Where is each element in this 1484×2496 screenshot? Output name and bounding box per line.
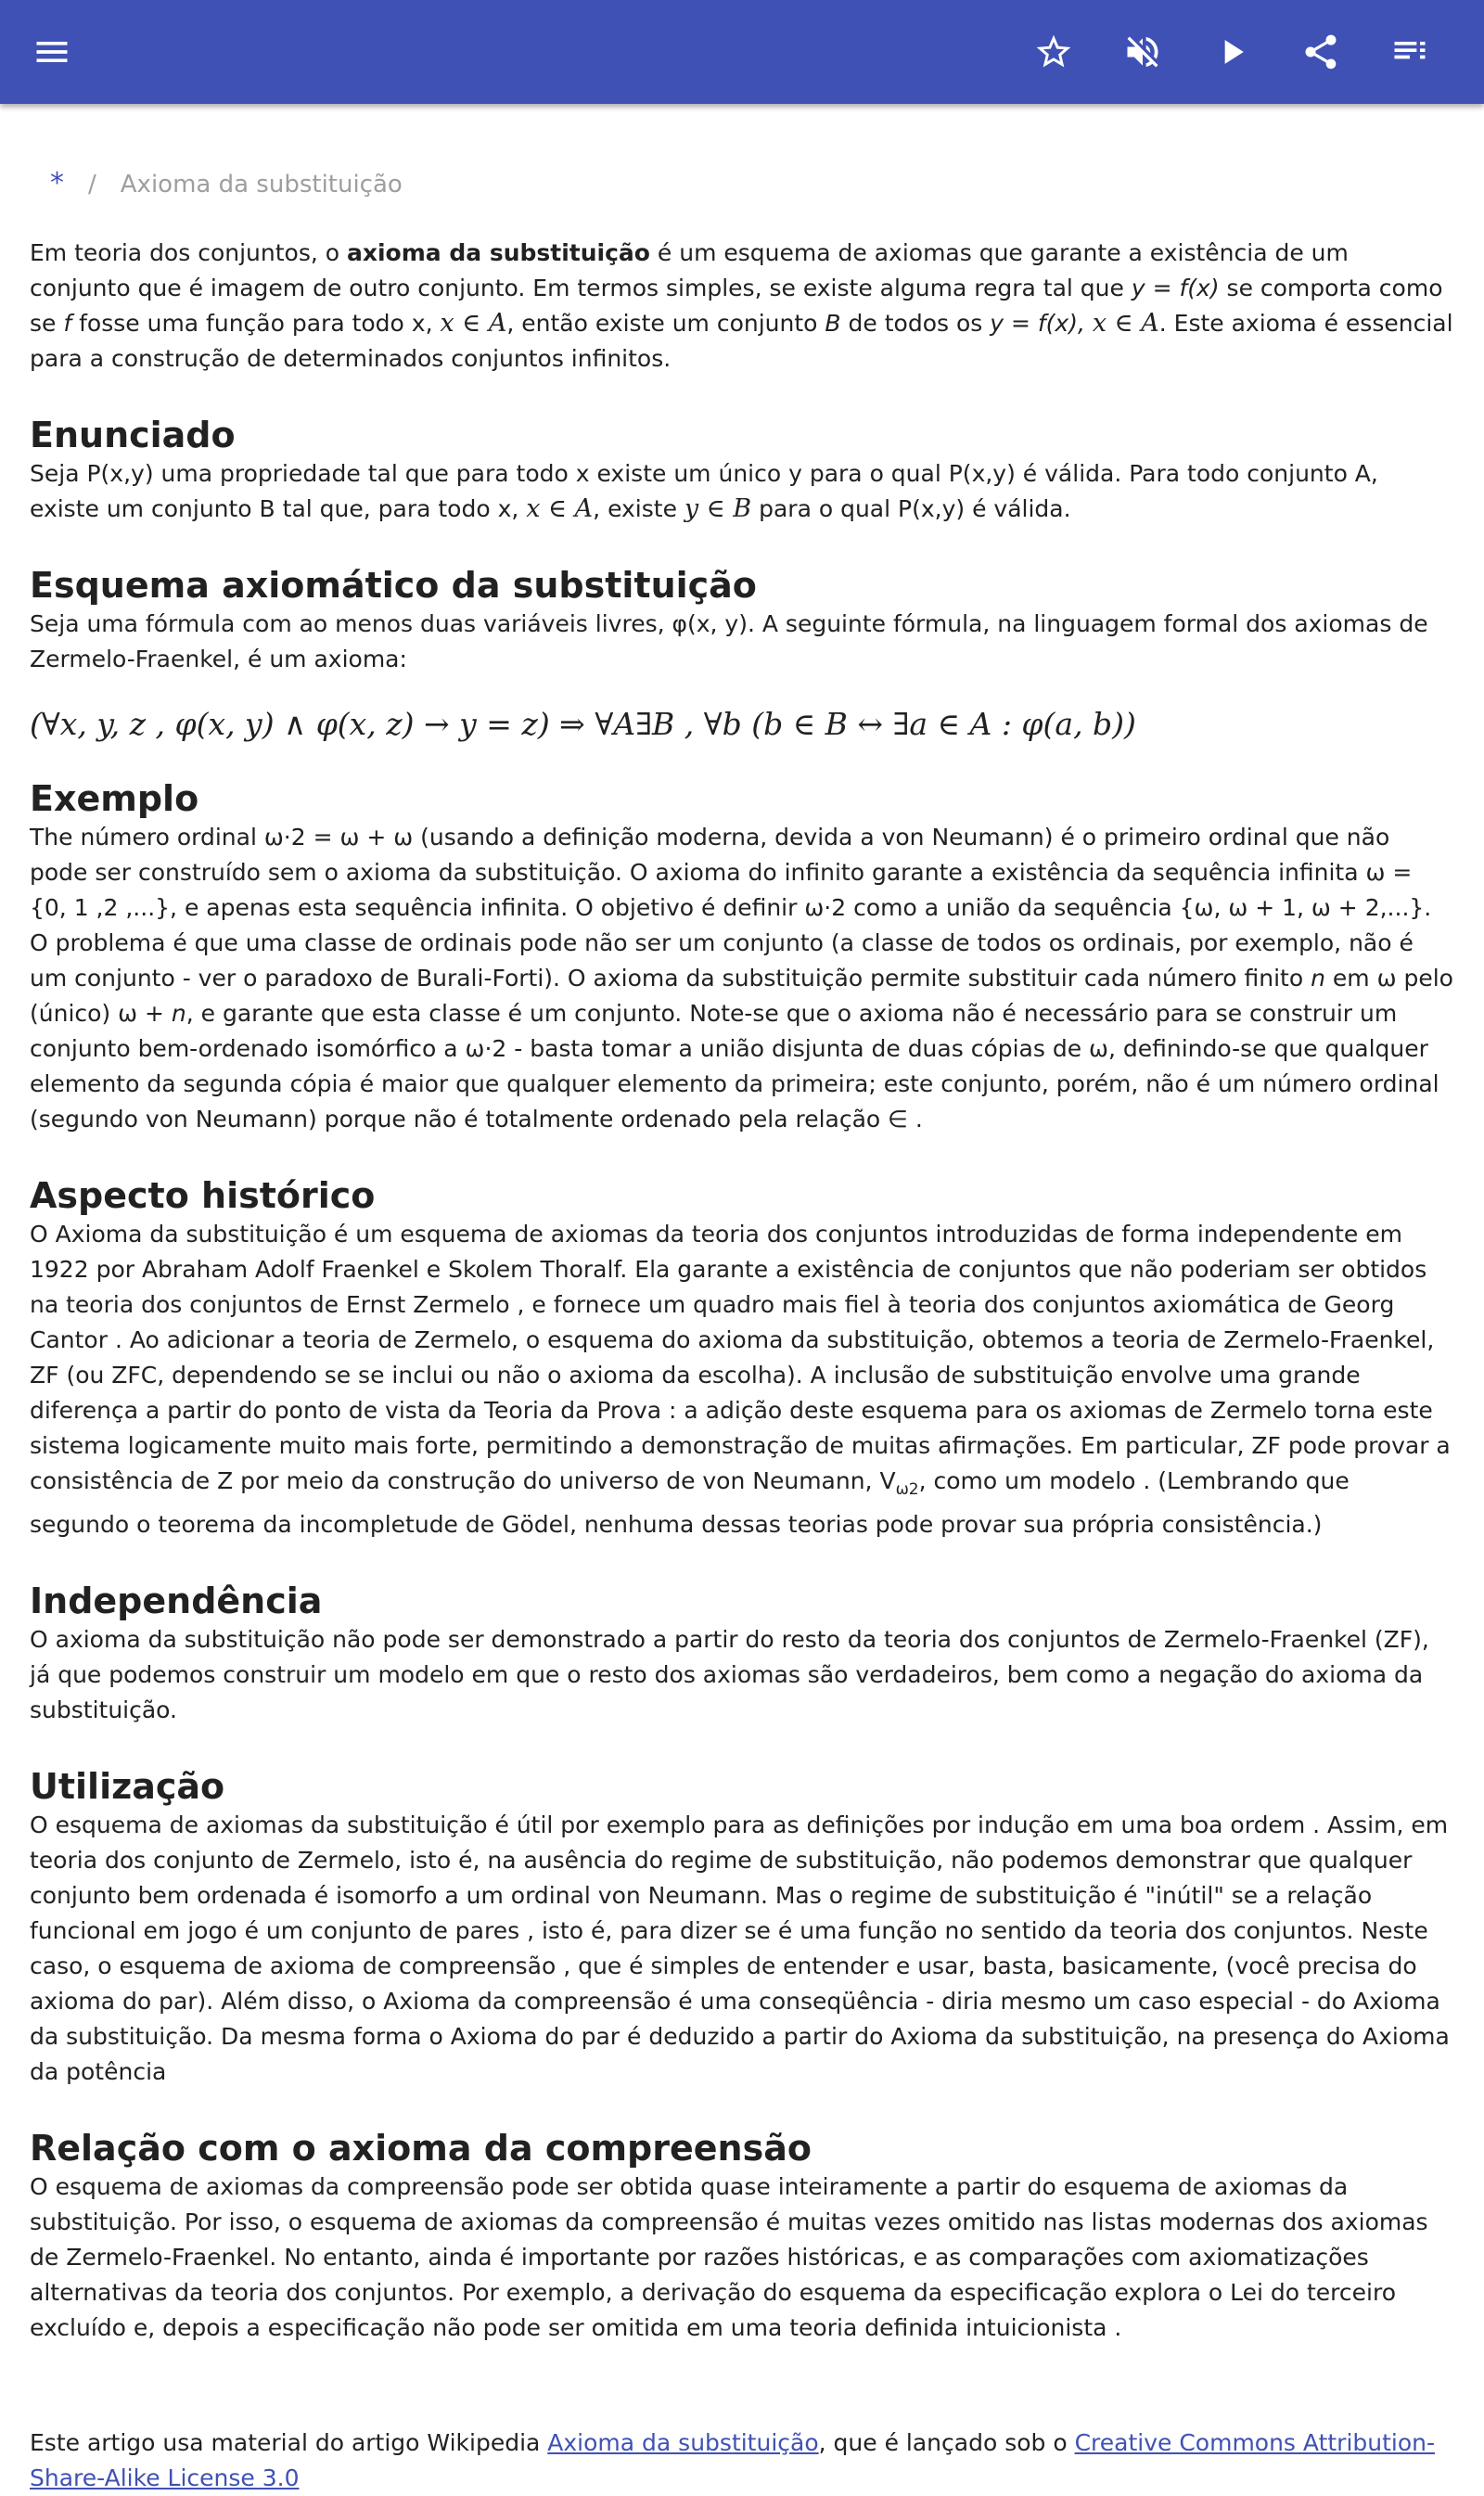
text: Em teoria dos conjuntos, o — [30, 239, 347, 266]
enunciado-paragraph — [30, 456, 1454, 527]
license-notice — [30, 2426, 1454, 2496]
breadcrumb-root-link[interactable]: * — [50, 167, 64, 199]
heading-relacao: Relação com o axioma da compreensão — [30, 2128, 812, 2169]
text: The número ordinal ω·2 = ω + ω (usando a definição moderna, devida a von Neumann) é o primeiro ordinal que não pode ser construído sem o axioma da substituição. O axioma do infinito garante a existência da sequência infinita ω = {0, 1 ,2 ,...}, e apenas esta sequência infinita. O objetivo é definir ω·2 como a união da sequência {ω, ω + 1, ω + 2,...}. O problema é que uma classe de ordinais pode não ser um conjunto (a classe de todos os ordinais, por exemplo, não é um conjunto - ver o paradoxo de Burali-Forti). O axioma da substituição permite substituir cada número finito — [30, 824, 1432, 992]
star-outline-icon[interactable] — [1028, 26, 1080, 78]
text: é um esquema de axiomas que garante a existência de um conjunto que é imagem de outro conjunto. Em termos simples, se existe alguma regra tal que — [30, 239, 1349, 301]
text: Este artigo usa material do artigo Wikipedia — [30, 2429, 548, 2456]
historico-paragraph — [30, 1217, 1454, 1542]
breadcrumb — [50, 158, 1454, 210]
heading-exemplo: Exemplo — [30, 778, 199, 819]
emph: B — [825, 310, 841, 337]
independencia-paragraph: O axioma da substituição não pode ser demonstrado a partir do resto da teoria dos conjuntos de Zermelo-Fraenkel (ZF), já que podemos construir um modelo em que o resto dos axiomas são verdadeiros, bem como a negação do axioma da substituição. — [30, 1626, 1429, 1723]
wikipedia-article-link[interactable]: Axioma da substituição — [547, 2429, 819, 2456]
text: de todos os — [840, 310, 991, 337]
emph: y = f(x) — [1131, 275, 1220, 301]
share-icon[interactable] — [1295, 26, 1347, 78]
heading-esquema: Esquema axiomático da substituição — [30, 565, 757, 606]
menu-icon[interactable] — [26, 26, 78, 78]
math: x ∈ A — [440, 309, 507, 338]
math: x ∈ A — [526, 494, 594, 523]
subscript: ω2 — [895, 1480, 919, 1499]
breadcrumb-current: Axioma da substituição — [120, 171, 403, 198]
text: , existe — [593, 495, 684, 522]
text: , e garante que esta classe é um conjunto. Note-se que o axioma não é necessário para se construir um conjunto bem-ordenado isomórfico a ω·2 - basta tomar a união disjunta de duas cópias de ω, definindo-se que qualquer elemento da segunda cópia é maior que qualquer elemento da primeira; este conjunto, porém, não é um número ordinal (segundo von Neumann) porque não é totalmente ordenado pela relação ∈ . — [30, 1000, 1439, 1133]
heading-utilizacao: Utilização — [30, 1766, 225, 1807]
heading-independencia: Independência — [30, 1581, 323, 1621]
text: Seja P(x,y) uma propriedade tal que para todo x existe um único y para o qual P(x,y) é válida. Para todo conjunto A, existe um conjunto B tal que, para todo x, — [30, 460, 1378, 522]
license-link[interactable]: Creative Commons Attribution-Share-Alike License 3.0 — [30, 2429, 1436, 2491]
app-bar — [0, 0, 1484, 104]
text: O Axioma da substituição é um esquema de axiomas da teoria dos conjuntos introduzidas de forma independente em 1922 por Abraham Adolf Fraenkel e Skolem Thoralf. Ela garante a existência de conjuntos que não poderiam ser obtidos na teoria dos conjuntos de Ernst Zermelo , e fornece um quadro mais fiel à teoria dos conjuntos axiomática de Georg Cantor . Ao adicionar a teoria de Zermelo, o esquema do axioma da substituição, obtemos a teoria de Zermelo-Fraenkel, ZF (ou ZFC, dependendo se se inclui ou não o axioma da escolha). A inclusão de substituição envolve uma grande diferença a partir do ponto de vista da Teoria da Prova : a adição deste esquema para os axiomas de Zermelo torna este sistema logicamente muito mais forte, permitindo a demonstração de muitas afirmações. Em particular, ZF pode provar a consistência de Z por meio da construção do universo de von Neumann, V — [30, 1221, 1451, 1494]
article — [30, 158, 1454, 2496]
text: , como um modelo . (Lembrando que segundo o teorema da incompletude de Gödel, nenhuma dessas teorias pode provar sua própria consistência.) — [30, 1467, 1350, 1538]
emph: n — [1311, 965, 1325, 992]
text: para o qual P(x,y) é válida. — [751, 495, 1071, 522]
text: , que é lançado sob o — [818, 2429, 1075, 2456]
heading-historico: Aspecto histórico — [30, 1175, 376, 1216]
text: , então existe um conjunto — [506, 310, 825, 337]
exemplo-paragraph — [30, 820, 1454, 1137]
math: y ∈ B — [684, 494, 752, 523]
esquema-paragraph: Seja uma fórmula com ao menos duas variáveis livres, φ(x, y). A seguinte fórmula, na linguagem formal dos axiomas de Zermelo-Fraenkel, é um axioma: — [30, 610, 1428, 672]
emph: n — [171, 1000, 186, 1027]
text: . Este axioma é essencial para a construção de determinados conjuntos infinitos. — [30, 310, 1453, 372]
math: x ∈ A — [1092, 309, 1159, 338]
text: em ω pelo (único) ω + — [30, 965, 1453, 1027]
bold-term: axioma da substituição — [346, 239, 650, 266]
play-icon[interactable] — [1206, 26, 1258, 78]
volume-off-icon[interactable] — [1117, 26, 1169, 78]
relacao-paragraph: O esquema de axiomas da compreensão pode ser obtida quase inteiramente a partir do esquema de axiomas da substituição. Por isso, o esquema de axiomas da compreensão é muitas vezes omitido nas listas modernas dos axiomas de Zermelo-Fraenkel. No entanto, ainda é importante por razões históricas, e as comparações com axiomatizações alternativas da teoria dos conjuntos. Por exemplo, a derivação do esquema da especificação explora o Lei do terceiro excluído e, depois a especificação não pode ser omitida em uma teoria definida intuicionista . — [30, 2173, 1428, 2341]
axiom-formula: (∀x, y, z , φ(x, y) ∧ φ(x, z) → y = z) ⇒ ∀A∃B , ∀b (b ∈ B ↔ ∃a ∈ A : φ(a, b)) — [30, 706, 1136, 742]
utilizacao-paragraph: O esquema de axiomas da substituição é útil por exemplo para as definições por indução em uma boa ordem . Assim, em teoria dos conjunto de Zermelo, isto é, na ausência do regime de substituição, não podemos demonstrar que qualquer conjunto bem ordenada é isomorfo a um ordinal von Neumann. Mas o regime de substituição é "inútil" se a relação funcional em jogo é um conjunto de pares , isto é, para dizer se é uma função no sentido da teoria dos conjuntos. Neste caso, o esquema de axioma de compreensão , que é simples de entender e usar, basta, basicamente, (você precisa do axioma do par). Além disso, o Axioma da compreensão é uma conseqüência - diria mesmo um caso especial - do Axioma da substituição. Da mesma forma o Axioma do par é deduzido a partir do Axioma da substituição, na presença do Axioma da potência — [30, 1811, 1450, 2085]
playlist-icon[interactable] — [1384, 26, 1436, 78]
heading-enunciado: Enunciado — [30, 415, 236, 455]
emph: y = f(x), — [990, 310, 1085, 337]
breadcrumb-separator: / — [88, 171, 96, 198]
text: fosse uma função para todo x, — [71, 310, 441, 337]
text: se comporta como se — [30, 275, 1443, 337]
emph: f — [63, 310, 72, 337]
intro-paragraph — [30, 236, 1454, 377]
